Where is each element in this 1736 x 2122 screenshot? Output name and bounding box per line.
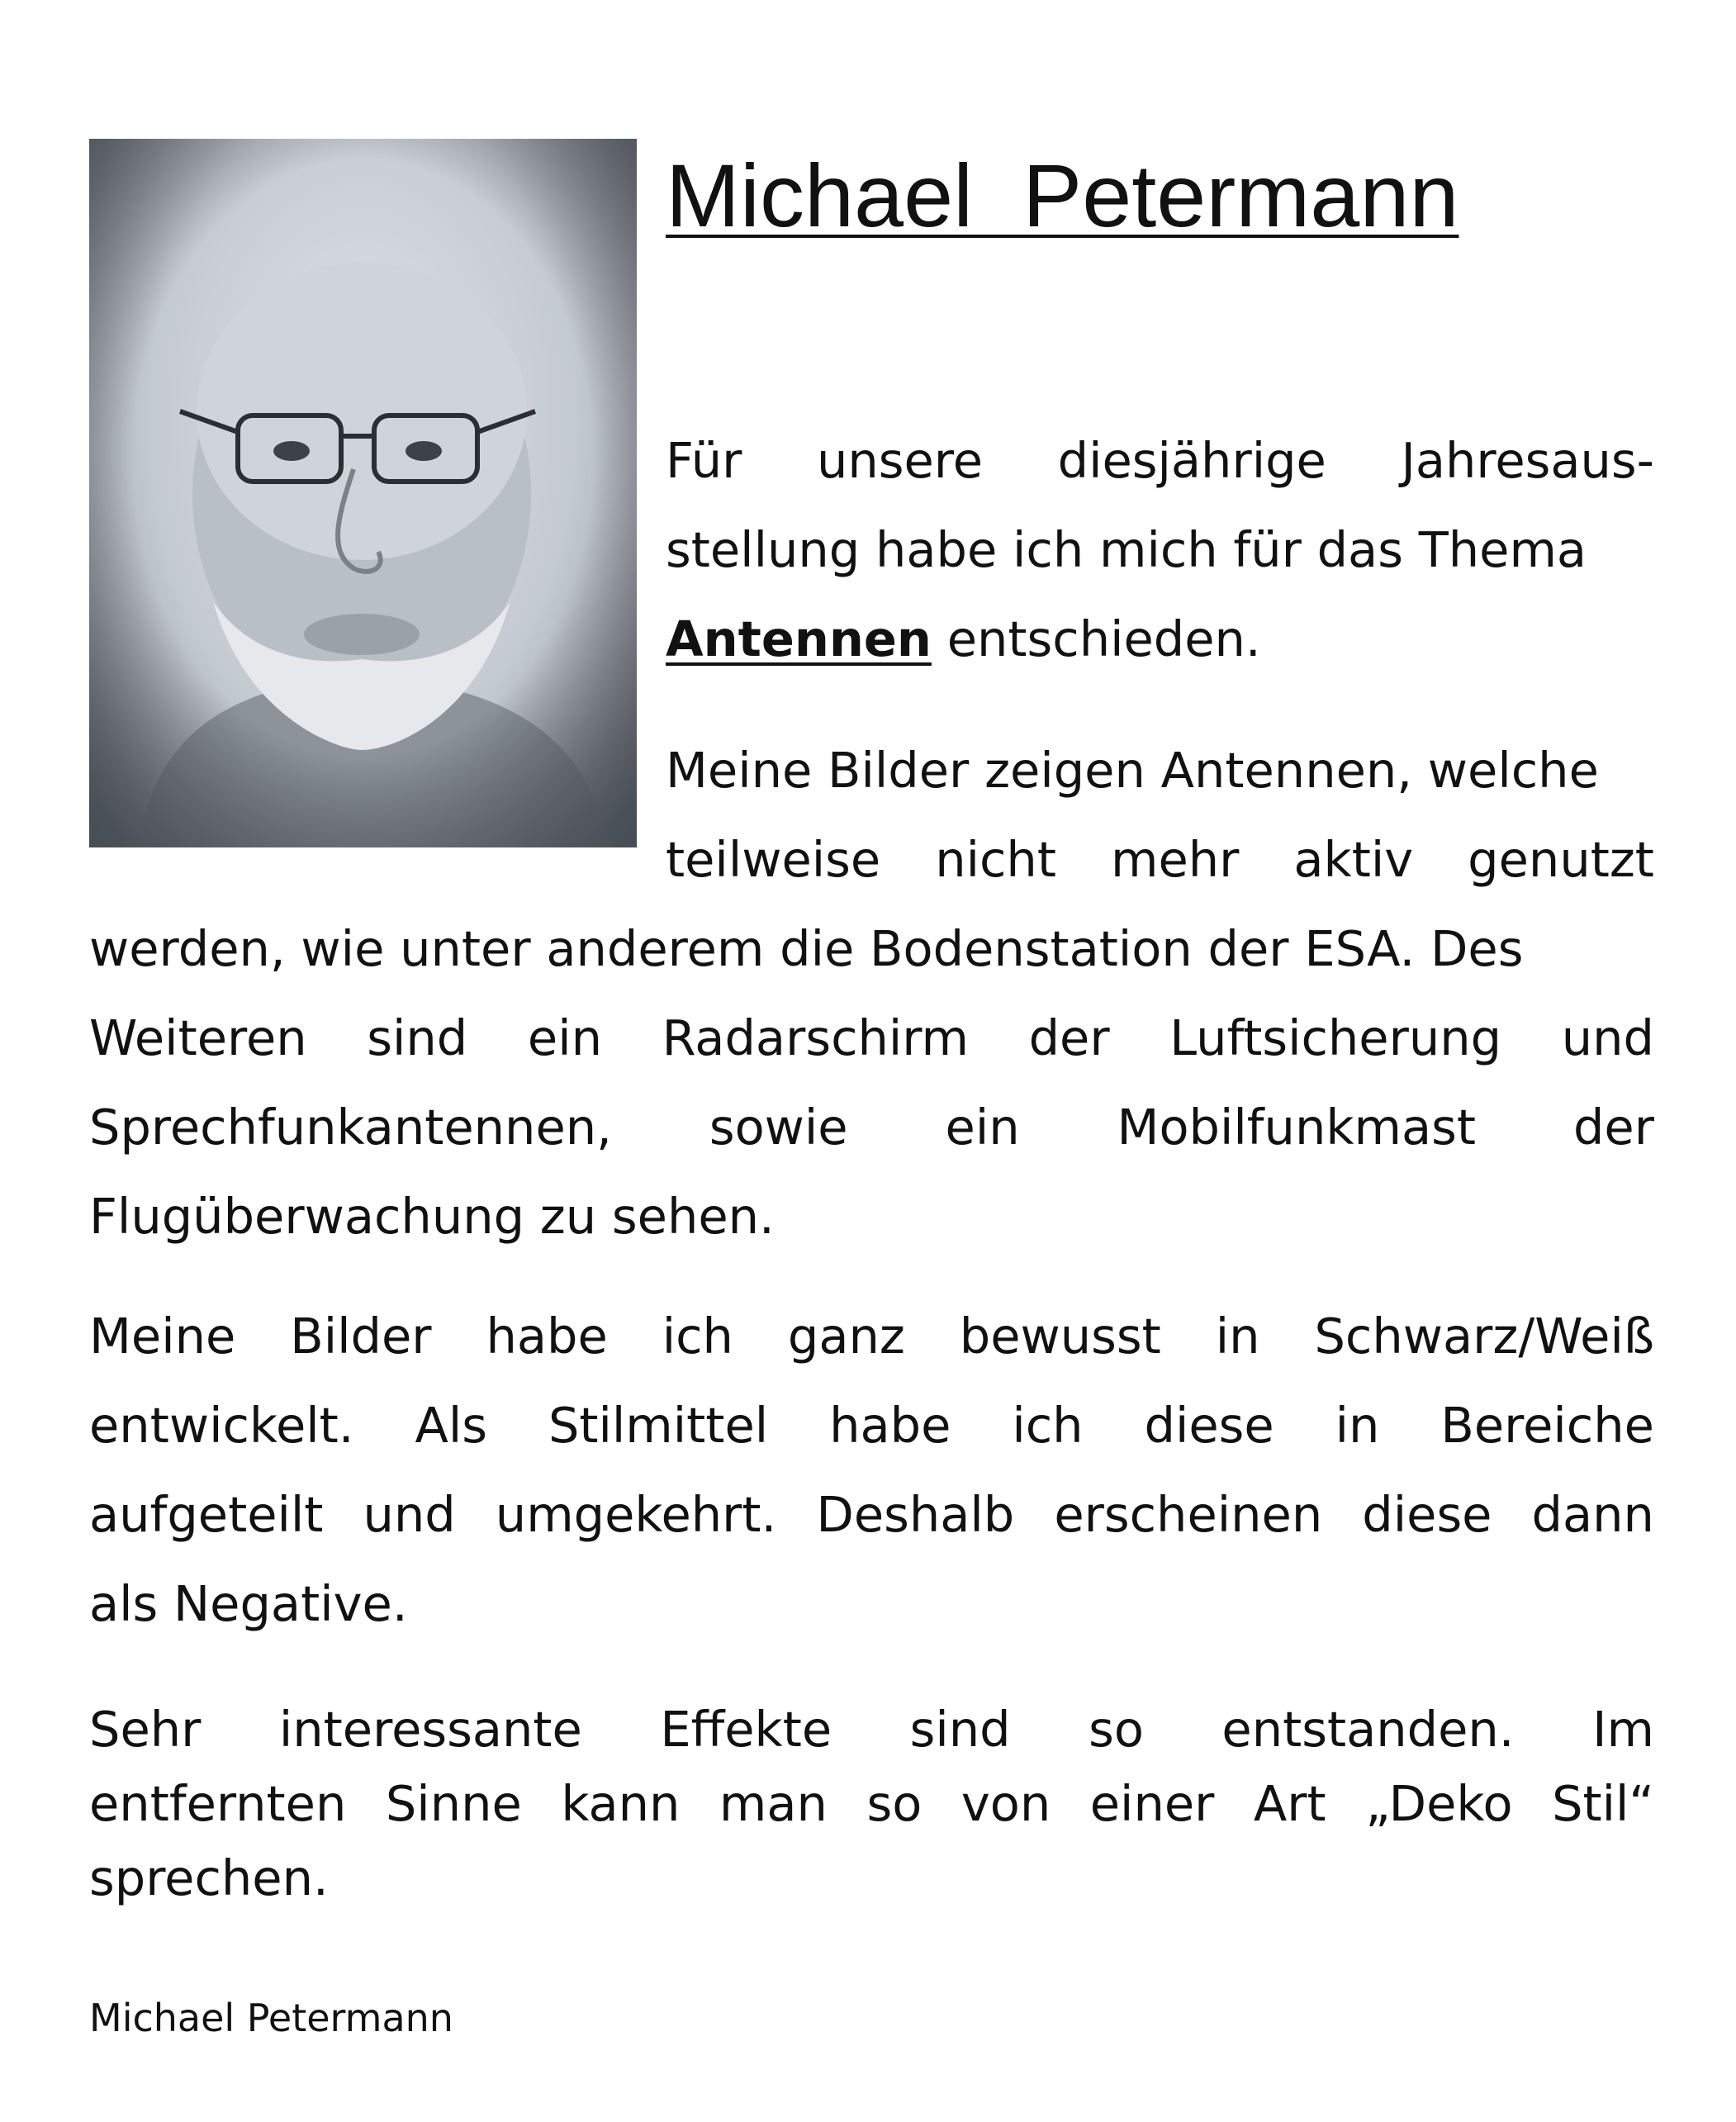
word: dann [1531, 1486, 1654, 1543]
word: von [960, 1775, 1051, 1832]
word: genutzt [1468, 831, 1654, 888]
word: Meine [89, 1308, 236, 1365]
word: Jahresaus- [1401, 432, 1654, 489]
paragraph-2-line-4 [89, 1009, 1654, 1066]
paragraph-2-line-6: Flugüberwachung zu sehen. [89, 1188, 775, 1245]
word: Schwarz/Weiß [1314, 1308, 1654, 1365]
paragraph-3-line-1 [89, 1308, 1654, 1365]
word: umgekehrt. [495, 1486, 777, 1543]
word: und [1561, 1009, 1654, 1066]
word: Luftsicherung [1169, 1009, 1502, 1066]
paragraph-3-line-3 [89, 1486, 1654, 1543]
word: diese [1144, 1397, 1274, 1454]
word: so [866, 1775, 923, 1832]
paragraph-4-line-3: sprechen. [89, 1849, 329, 1906]
paragraph-4-line-1 [89, 1701, 1654, 1758]
word: aufgeteilt [89, 1486, 324, 1543]
word: entstanden. [1221, 1701, 1515, 1758]
word: Deshalb [816, 1486, 1015, 1543]
word: sowie [709, 1099, 848, 1156]
word: entfernten [89, 1775, 347, 1832]
word: diesjährige [1057, 432, 1326, 489]
word: ich [1012, 1397, 1084, 1454]
word: entwickelt. [89, 1397, 354, 1454]
page-title: Michael Petermann [666, 145, 1459, 245]
word: Radarschirm [662, 1009, 969, 1066]
word: in [1215, 1308, 1260, 1365]
word: Sinne [385, 1775, 522, 1832]
word: nicht [935, 831, 1056, 888]
word: man [719, 1775, 828, 1832]
word: einer [1089, 1775, 1215, 1832]
portrait-illustration [89, 139, 637, 847]
word: Mobilfunkmast [1117, 1099, 1477, 1156]
theme-keyword: Antennen [666, 610, 932, 667]
word: sind [367, 1009, 468, 1066]
word: Im [1592, 1701, 1654, 1758]
word: Stil“ [1552, 1775, 1654, 1832]
author-portrait [89, 139, 637, 847]
word: habe [829, 1397, 951, 1454]
word: ich [662, 1308, 733, 1365]
paragraph-1-line-1 [666, 432, 1654, 489]
word: erscheinen [1054, 1486, 1323, 1543]
word: Sprechfunkantennen, [89, 1099, 612, 1156]
paragraph-2-line-1: Meine Bilder zeigen Antennen, welche [666, 742, 1599, 799]
word: sind [909, 1701, 1011, 1758]
word: bewusst [959, 1308, 1161, 1365]
word: Für [666, 432, 742, 489]
word: ganz [787, 1308, 905, 1365]
word: interessante [278, 1701, 582, 1758]
word: ein [527, 1009, 602, 1066]
word: in [1335, 1397, 1380, 1454]
paragraph-4-line-2 [89, 1775, 1654, 1832]
word: diese [1362, 1486, 1492, 1543]
word: Effekte [660, 1701, 832, 1758]
signature: Michael Petermann [89, 1996, 453, 2040]
word: teilweise [666, 831, 881, 888]
word: der [1572, 1099, 1654, 1156]
word: Bereiche [1440, 1397, 1654, 1454]
word: und [363, 1486, 456, 1543]
word: Weiteren [89, 1009, 307, 1066]
word: „Deko [1365, 1775, 1513, 1832]
word: so [1089, 1701, 1144, 1758]
word: ein [945, 1099, 1020, 1156]
paragraph-2-line-5 [89, 1099, 1654, 1156]
word: kann [561, 1775, 681, 1832]
paragraph-3-line-4: als Negative. [89, 1575, 408, 1632]
word: habe [486, 1308, 608, 1365]
word: Bilder [290, 1308, 432, 1365]
paragraph-2-line-2 [666, 831, 1654, 888]
word: aktiv [1293, 831, 1414, 888]
word: Als [415, 1397, 487, 1454]
paragraph-1-line-2: stellung habe ich mich für das Thema [666, 521, 1587, 578]
paragraph-3-line-2 [89, 1397, 1654, 1454]
paragraph-2-line-3: werden, wie unter anderem die Bodenstation der ESA. Des [89, 920, 1524, 977]
paragraph-1-line-3-rest: entschieden. [946, 610, 1261, 667]
word: mehr [1110, 831, 1240, 888]
paragraph-1-line-3 [666, 610, 1654, 667]
word: unsere [816, 432, 984, 489]
word: Sehr [89, 1701, 202, 1758]
word: Art [1253, 1775, 1326, 1832]
word: Stilmittel [548, 1397, 769, 1454]
word: der [1028, 1009, 1110, 1066]
